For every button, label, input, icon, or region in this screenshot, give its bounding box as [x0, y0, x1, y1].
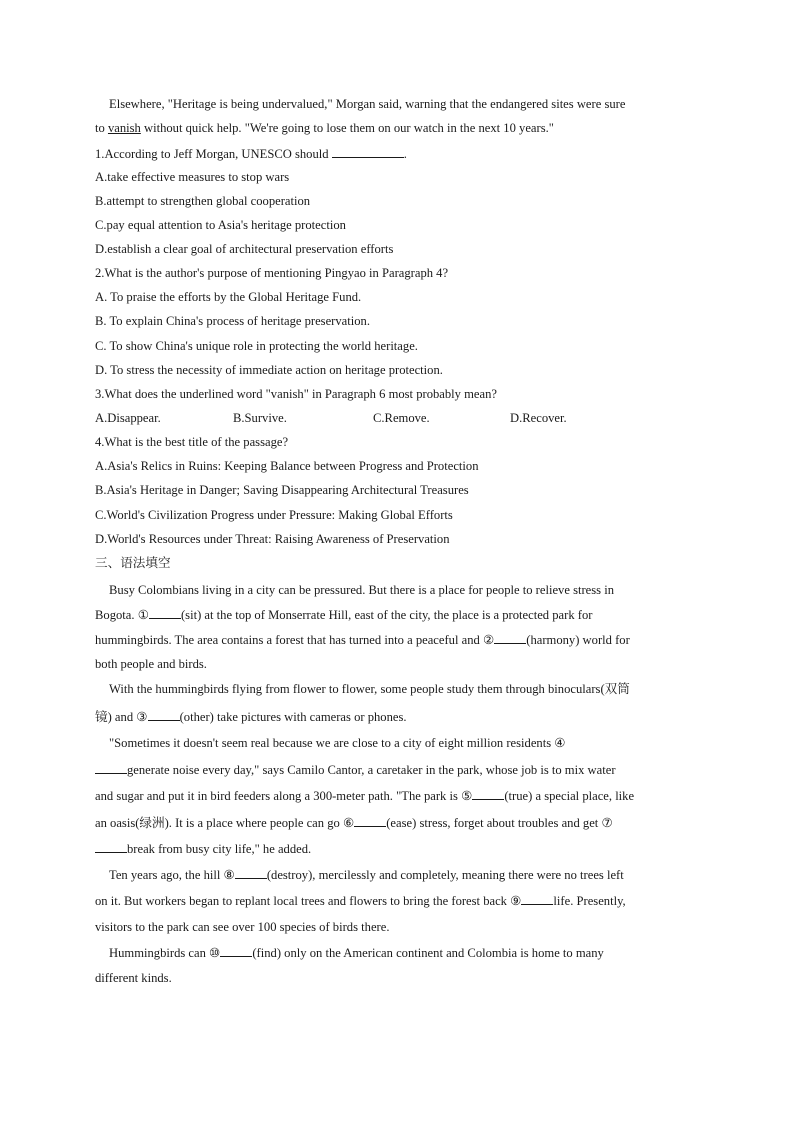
blank-number: ⑩: [209, 946, 221, 960]
question-1-option-b: [95, 193, 700, 209]
grammar-line: [109, 735, 714, 751]
grammar-text: on it. But workers began to replant local trees and flowers to bring the forest back: [95, 894, 511, 908]
grammar-line: [95, 606, 700, 623]
question-1-stem: [95, 145, 700, 162]
question-text: 2.What is the author's purpose of mentioning Pingyao in Paragraph 4?: [95, 266, 449, 280]
grammar-text: (sit) at the top of Monserrate Hill, east of the city, the place is a protected park for: [180, 608, 593, 622]
grammar-line: [95, 631, 700, 648]
question-text: 4.What is the best title of the passage?: [95, 435, 289, 449]
question-text: 1.According to Jeff Morgan, UNESCO should: [95, 147, 329, 161]
question-1-option-a: [95, 169, 700, 185]
passage-text: to: [95, 121, 108, 135]
question-4-option-c: [95, 507, 700, 523]
answer-blank: [220, 944, 252, 957]
question-2-stem: [95, 265, 700, 281]
grammar-line: [109, 866, 714, 883]
option-text: B. To explain China's process of heritage preservation.: [95, 314, 370, 328]
option-text: B.Survive.: [233, 411, 287, 425]
question-2-option-d: [95, 362, 700, 378]
grammar-text: (find) only on the American continent and Colombia is home to many: [252, 946, 604, 960]
option-text: D.establish a clear goal of architectural preservation efforts: [95, 242, 394, 256]
grammar-text: different kinds.: [95, 971, 172, 985]
grammar-line: [109, 582, 714, 598]
grammar-line: [95, 656, 700, 672]
option-text: A.Asia's Relics in Ruins: Keeping Balance between Progress and Protection: [95, 459, 479, 473]
question-4-option-d: [95, 531, 700, 547]
option-text: D.World's Resources under Threat: Raising Awareness of Preservation: [95, 532, 450, 546]
blank-number: ⑨: [510, 894, 522, 908]
blank-number: ⑦: [601, 816, 613, 830]
grammar-line: [109, 944, 714, 961]
grammar-line: [95, 708, 700, 725]
option-text: D. To stress the necessity of immediate action on heritage protection.: [95, 363, 443, 377]
question-2-option-a: [95, 289, 700, 305]
grammar-text: an oasis(绿洲). It is a place where people can go: [95, 816, 343, 830]
option-text: C.World's Civilization Progress under Pressure: Making Global Efforts: [95, 508, 453, 522]
answer-blank: [95, 840, 127, 853]
grammar-text: (destroy), mercilessly and completely, meaning there were no trees left: [266, 868, 624, 882]
question-text: 3.What does the underlined word "vanish" in Paragraph 6 most probably mean?: [95, 387, 497, 401]
grammar-line: [95, 761, 700, 778]
grammar-line: [95, 840, 700, 857]
grammar-text: hummingbirds. The area contains a forest that has turned into a peaceful and: [95, 633, 483, 647]
blank-number: ③: [136, 710, 148, 724]
grammar-text: and sugar and put it in bird feeders along a 300-meter path. "The park is: [95, 789, 462, 803]
answer-blank: [332, 145, 404, 158]
passage-text: Elsewhere, "Heritage is being undervalued," Morgan said, warning that the endangered sites were sure: [109, 97, 626, 111]
answer-blank: [354, 814, 386, 827]
grammar-text: Bogota.: [95, 608, 138, 622]
question-4-option-a: [95, 458, 700, 474]
option-text: A.take effective measures to stop wars: [95, 170, 290, 184]
option-text: B.attempt to strengthen global cooperation: [95, 194, 311, 208]
option-text: C. To show China's unique role in protecting the world heritage.: [95, 339, 418, 353]
question-4-option-b: [95, 482, 700, 498]
grammar-text: Hummingbirds can: [109, 946, 210, 960]
question-2-option-b: [95, 313, 700, 329]
grammar-text: (other) take pictures with cameras or phones.: [179, 710, 407, 724]
answer-blank: [148, 708, 180, 721]
option-text: C.Remove.: [373, 411, 430, 425]
answer-blank: [95, 761, 127, 774]
grammar-text: 镜) and: [95, 710, 137, 724]
grammar-line: [95, 919, 700, 935]
grammar-line: [95, 787, 700, 804]
grammar-text: Busy Colombians living in a city can be pressured. But there is a place for people to relieve stress in: [109, 583, 615, 597]
grammar-line: [95, 970, 700, 986]
option-text: D.Recover.: [510, 411, 567, 425]
grammar-text: (true) a special place, like: [504, 789, 635, 803]
blank-number: ⑥: [342, 816, 355, 830]
grammar-text: Ten years ago, the hill: [109, 868, 224, 882]
blank-number: ②: [482, 633, 495, 647]
blank-number: ⑧: [223, 868, 235, 882]
grammar-text: (harmony) world for: [526, 633, 630, 647]
question-1-option-d: [95, 241, 700, 257]
question-2-option-c: [95, 338, 700, 354]
answer-blank: [149, 606, 181, 619]
underlined-word-vanish: vanish: [107, 121, 141, 135]
blank-number: ④: [554, 736, 566, 750]
grammar-text: With the hummingbirds flying from flower to flower, some people study them through binoculars(双筒: [109, 682, 630, 696]
blank-number: ⑤: [461, 789, 473, 803]
grammar-line: [95, 814, 700, 831]
question-3-stem: [95, 386, 700, 402]
passage-line: [109, 96, 714, 112]
option-text: A.Disappear.: [95, 411, 161, 425]
grammar-text: visitors to the park can see over 100 species of birds there.: [95, 920, 390, 934]
blank-number: ①: [137, 608, 149, 622]
option-text: A. To praise the efforts by the Global Heritage Fund.: [95, 290, 362, 304]
question-text: .: [403, 147, 407, 161]
grammar-text: break from busy city life," he added.: [127, 842, 312, 856]
option-text: B.Asia's Heritage in Danger; Saving Disappearing Architectural Treasures: [95, 483, 469, 497]
grammar-text: (ease) stress, forget about troubles and get: [386, 816, 602, 830]
grammar-line: [109, 681, 714, 697]
section-title-text: 三、语法填空: [95, 555, 171, 570]
grammar-text: "Sometimes it doesn't seem real because we are close to a city of eight million residents: [109, 736, 555, 750]
grammar-text: life. Presently,: [553, 894, 626, 908]
passage-text: without quick help. "We're going to lose them on our watch in the next 10 years.": [140, 121, 554, 135]
option-text: C.pay equal attention to Asia's heritage protection: [95, 218, 346, 232]
section-title: [95, 555, 700, 571]
answer-blank: [521, 892, 553, 905]
question-1-option-c: [95, 217, 700, 233]
passage-line: [95, 120, 700, 136]
answer-blank: [472, 787, 504, 800]
grammar-text: generate noise every day," says Camilo Cantor, a caretaker in the park, whose job is to mix water: [127, 763, 616, 777]
answer-blank: [494, 631, 526, 644]
grammar-line: [95, 892, 700, 909]
question-4-stem: [95, 434, 700, 450]
grammar-text: both people and birds.: [95, 657, 207, 671]
answer-blank: [235, 866, 267, 879]
